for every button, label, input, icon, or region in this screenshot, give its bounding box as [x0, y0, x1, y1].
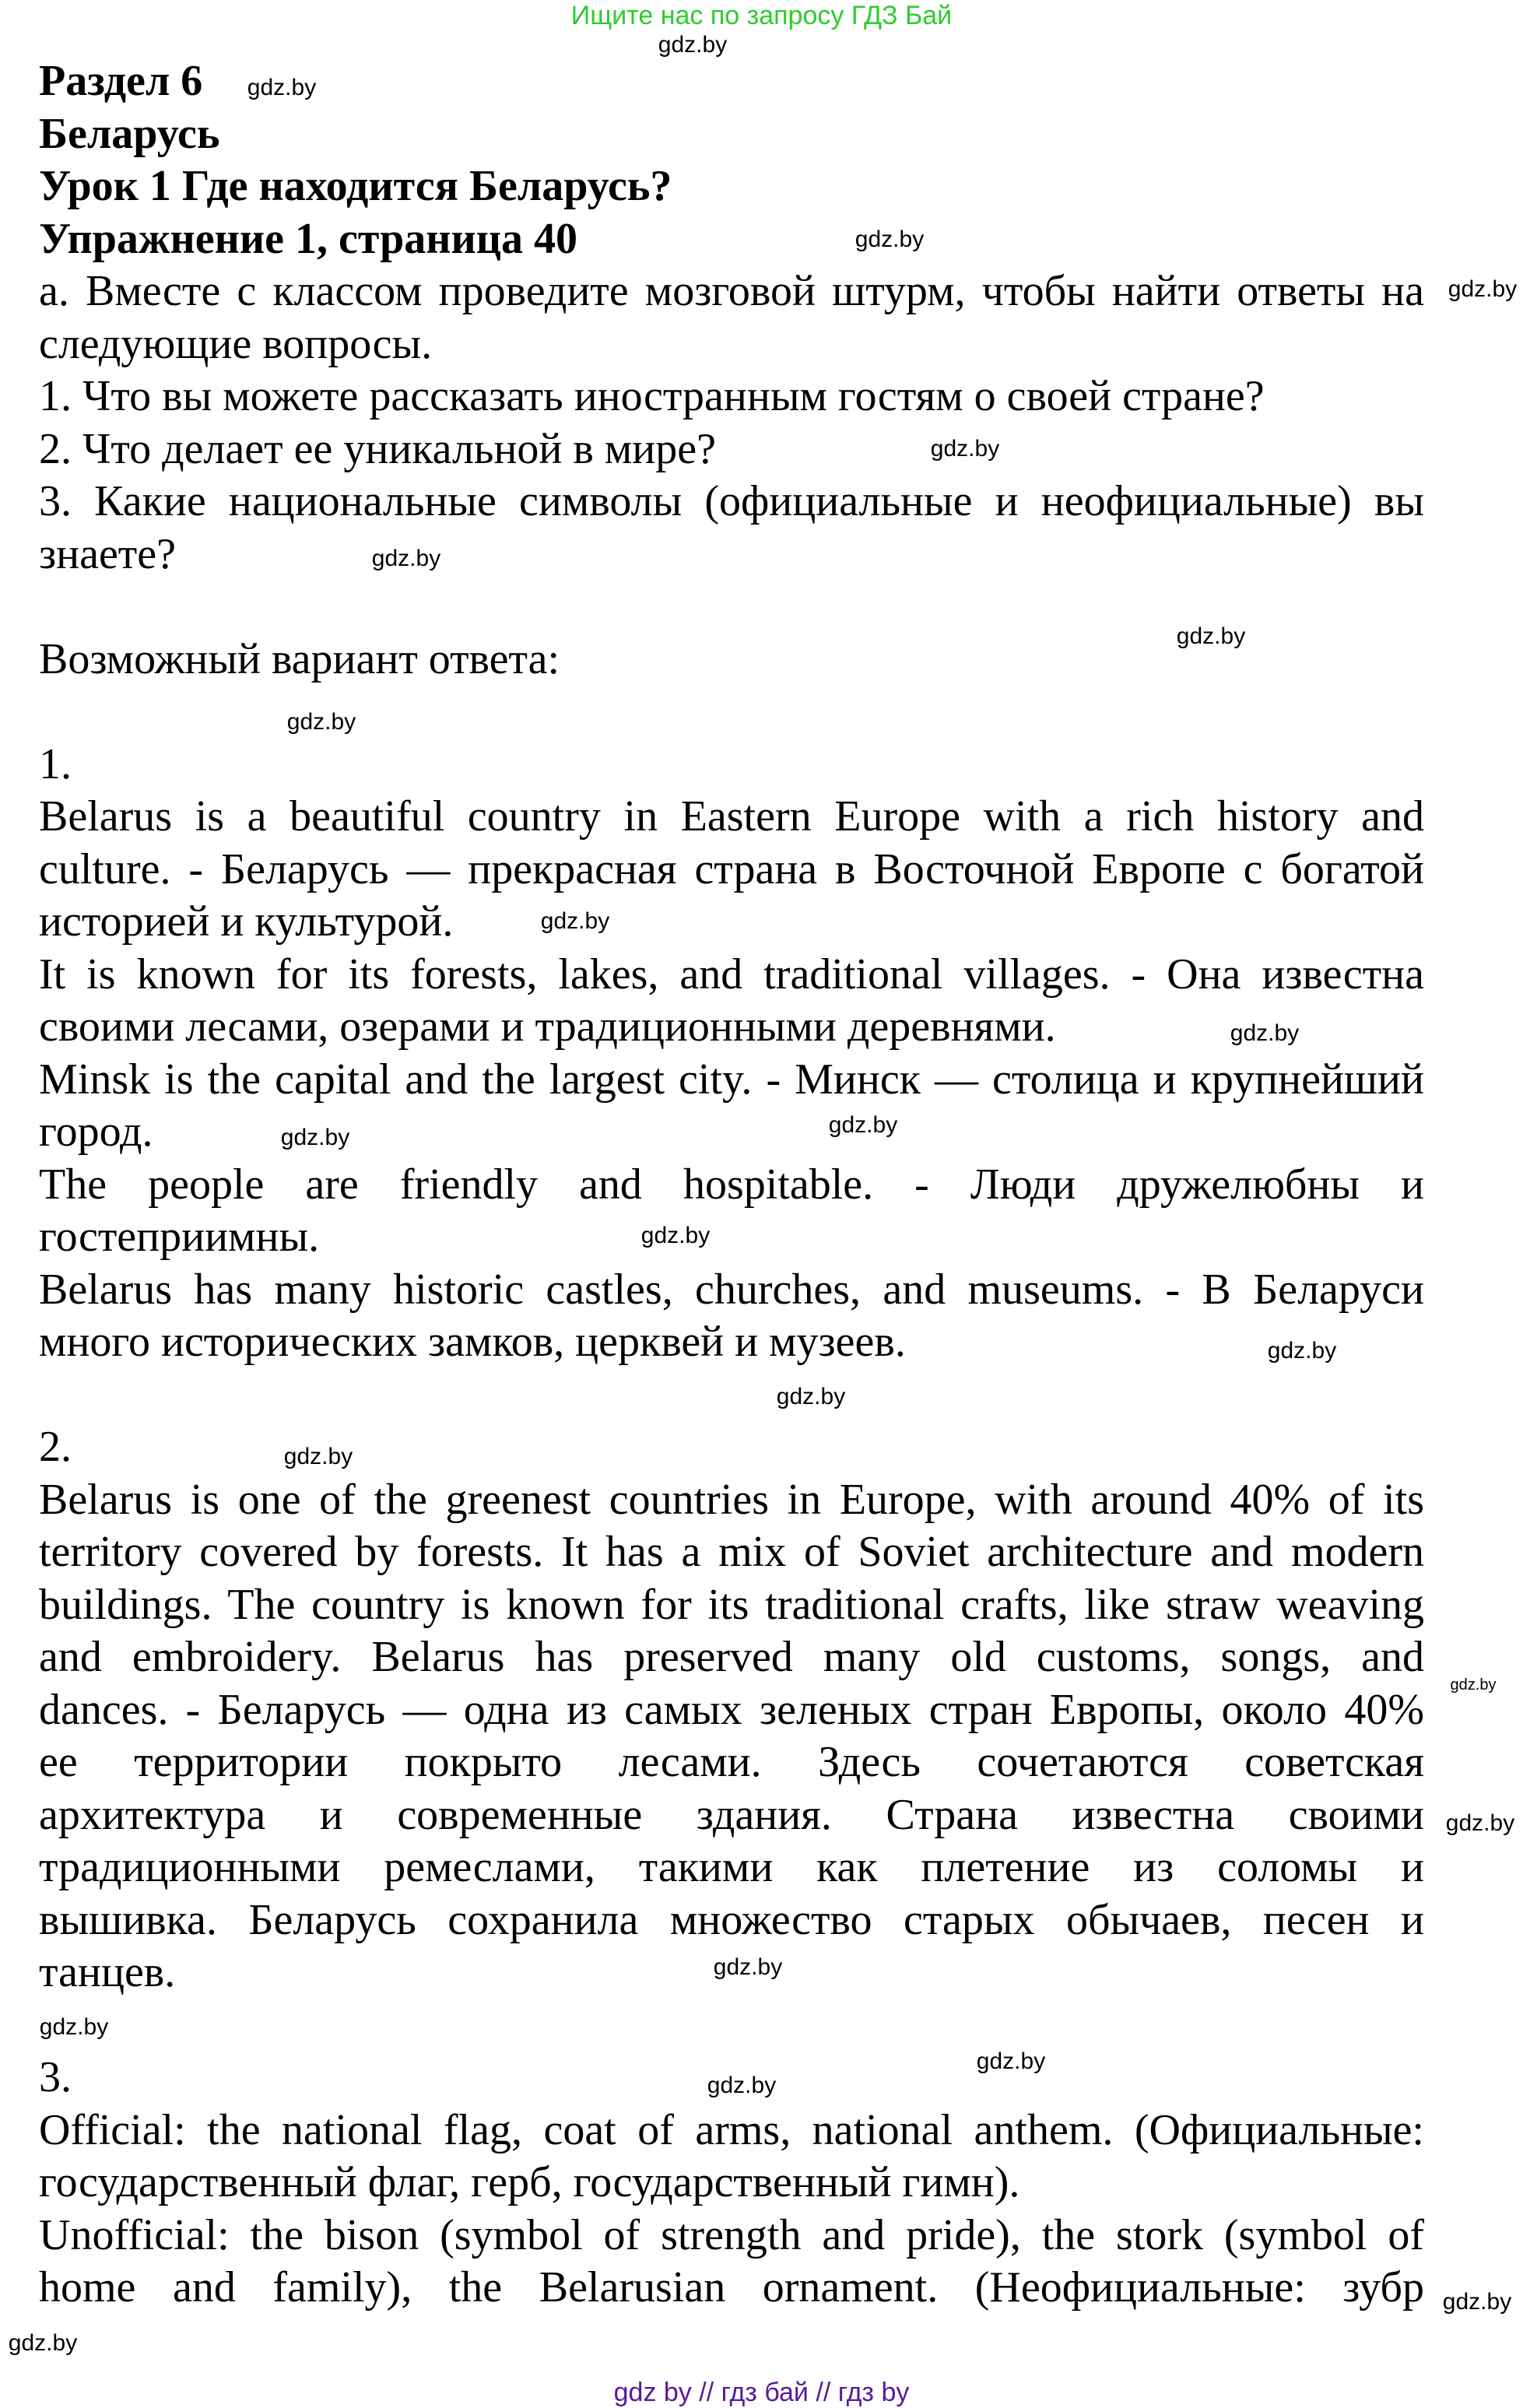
paragraph: [39, 2104, 1424, 2210]
watermark: gdz.by: [776, 1384, 846, 1409]
watermark: gdz.by: [283, 1444, 353, 1469]
paragraph: [39, 1159, 1424, 1264]
watermark: gdz.by: [39, 2014, 109, 2040]
text-line: знаете?: [39, 529, 176, 578]
text-line: The people are friendly and hospitable. - Люди дружелюбны и: [39, 1160, 1424, 1209]
text-line: Official: the national flag, coat of arms, national anthem. (Официальные:: [39, 2105, 1424, 2154]
text-line: традиционными ремеслами, такими как плетение из соломы и: [39, 1843, 1424, 1891]
watermark: gdz.by: [247, 75, 317, 100]
watermark: gdz.by: [1450, 1676, 1497, 1694]
text-line: Minsk is the capital and the largest city. - Минск — столица и крупнейший: [39, 1055, 1424, 1104]
watermark: gdz.by: [707, 2073, 777, 2098]
text-line: culture. - Беларусь — прекрасная страна в Восточной Европе с богатой: [39, 844, 1424, 893]
text-line: dances. - Беларусь — одна из самых зеленых стран Европы, около 40%: [39, 1685, 1424, 1734]
watermark: gdz.by: [930, 436, 1000, 462]
paragraph: [39, 1474, 1424, 1999]
text-line: гостеприимны.: [39, 1213, 320, 1261]
text-line: город.: [39, 1107, 153, 1156]
text-line: архитектура и современные здания. Страна известна своими: [39, 1790, 1424, 1839]
watermark: gdz.by: [1267, 1338, 1337, 1364]
text-line: 2.: [39, 1423, 72, 1471]
paragraph: [39, 1054, 1424, 1159]
watermark: gdz.by: [371, 546, 441, 571]
paragraph: [39, 1421, 1424, 1474]
text-line: Возможный вариант ответа:: [39, 634, 560, 683]
text-line: and embroidery. Belarus has preserved many old customs, songs, and: [39, 1633, 1424, 1681]
text-line: а. Вместе с классом проведите мозговой штурм, чтобы найти ответы на: [39, 267, 1424, 315]
text-line: танцев.: [39, 1948, 176, 1996]
paragraph: [39, 476, 1424, 581]
heading-3: Урок 1 Где находится Беларусь?: [39, 162, 672, 210]
paragraph: [39, 739, 1424, 792]
watermark: gdz.by: [828, 1112, 898, 1138]
watermark: gdz.by: [286, 709, 356, 735]
text-line: Belarus is one of the greenest countries in Europe, with around 40% of its: [39, 1475, 1424, 1524]
paragraph: [39, 370, 1424, 423]
text-line: buildings. The country is known for its traditional crafts, like straw weaving: [39, 1580, 1424, 1629]
text-line: 2. Что делает ее уникальной в мире?: [39, 424, 716, 473]
text-line: Belarus has many historic castles, churches, and museums. - В Беларуси: [39, 1265, 1424, 1314]
watermark: gdz.by: [1445, 1810, 1515, 1836]
watermark: gdz.by: [1442, 2289, 1512, 2315]
watermark: gdz.by: [658, 32, 728, 58]
text-line: 1. Что вы можете рассказать иностранным гостям о своей стране?: [39, 372, 1265, 420]
paragraph: [39, 1264, 1424, 1369]
watermark: gdz.by: [1176, 623, 1246, 649]
text-line: историей и культурой.: [39, 897, 454, 946]
watermark: gdz.by: [8, 2330, 78, 2356]
footer-links[interactable]: gdz by // гдз бай // гдз by: [613, 2378, 910, 2407]
heading-2: Беларусь: [39, 109, 220, 158]
text-line: своими лесами, озерами и традиционными деревнями.: [39, 1002, 1056, 1051]
text-line: вышивка. Беларусь сохранила множество старых обычаев, песен и: [39, 1895, 1424, 1944]
text-line: It is known for its forests, lakes, and traditional villages. - Она известна: [39, 950, 1424, 999]
text-line: 3.: [39, 2053, 72, 2101]
paragraph: [39, 949, 1424, 1054]
text-line: ее территории покрыто лесами. Здесь сочетаются советская: [39, 1738, 1424, 1786]
watermark: gdz.by: [280, 1125, 350, 1150]
paragraph: [39, 2210, 1424, 2315]
text-line: Unofficial: the bison (symbol of strength and pride), the stork (symbol of: [39, 2210, 1424, 2259]
watermark: gdz.by: [976, 2048, 1046, 2074]
paragraph: [39, 791, 1424, 949]
watermark: gdz.by: [1230, 1020, 1300, 1046]
paragraph: [39, 423, 1424, 476]
watermark: gdz.by: [854, 226, 925, 252]
text-line: много исторических замков, церквей и музеев.: [39, 1318, 906, 1366]
search-hint-banner: Ищите нас по запросу ГДЗ Бай: [570, 1, 953, 30]
text-line: Belarus is a beautiful country in Eastern Europe with a rich history and: [39, 792, 1424, 841]
watermark: gdz.by: [713, 1954, 783, 1980]
heading-4: Упражнение 1, страница 40: [39, 214, 578, 263]
paragraph: [39, 265, 1424, 370]
text-line: 3. Какие национальные символы (официальные и неофициальные) вы: [39, 477, 1424, 525]
text-line: следующие вопросы.: [39, 319, 433, 368]
heading-1: Раздел 6: [39, 57, 203, 105]
text-line: 1.: [39, 739, 72, 788]
watermark: gdz.by: [540, 908, 610, 934]
watermark: gdz.by: [640, 1223, 711, 1248]
text-line: territory covered by forests. It has a mix of Soviet architecture and modern: [39, 1528, 1424, 1576]
text-line: home and family), the Belarusian ornament. (Неофициальные: зубр: [39, 2263, 1424, 2311]
watermark: gdz.by: [1448, 276, 1518, 302]
text-line: государственный флаг, герб, государственный гимн).: [39, 2158, 1020, 2206]
